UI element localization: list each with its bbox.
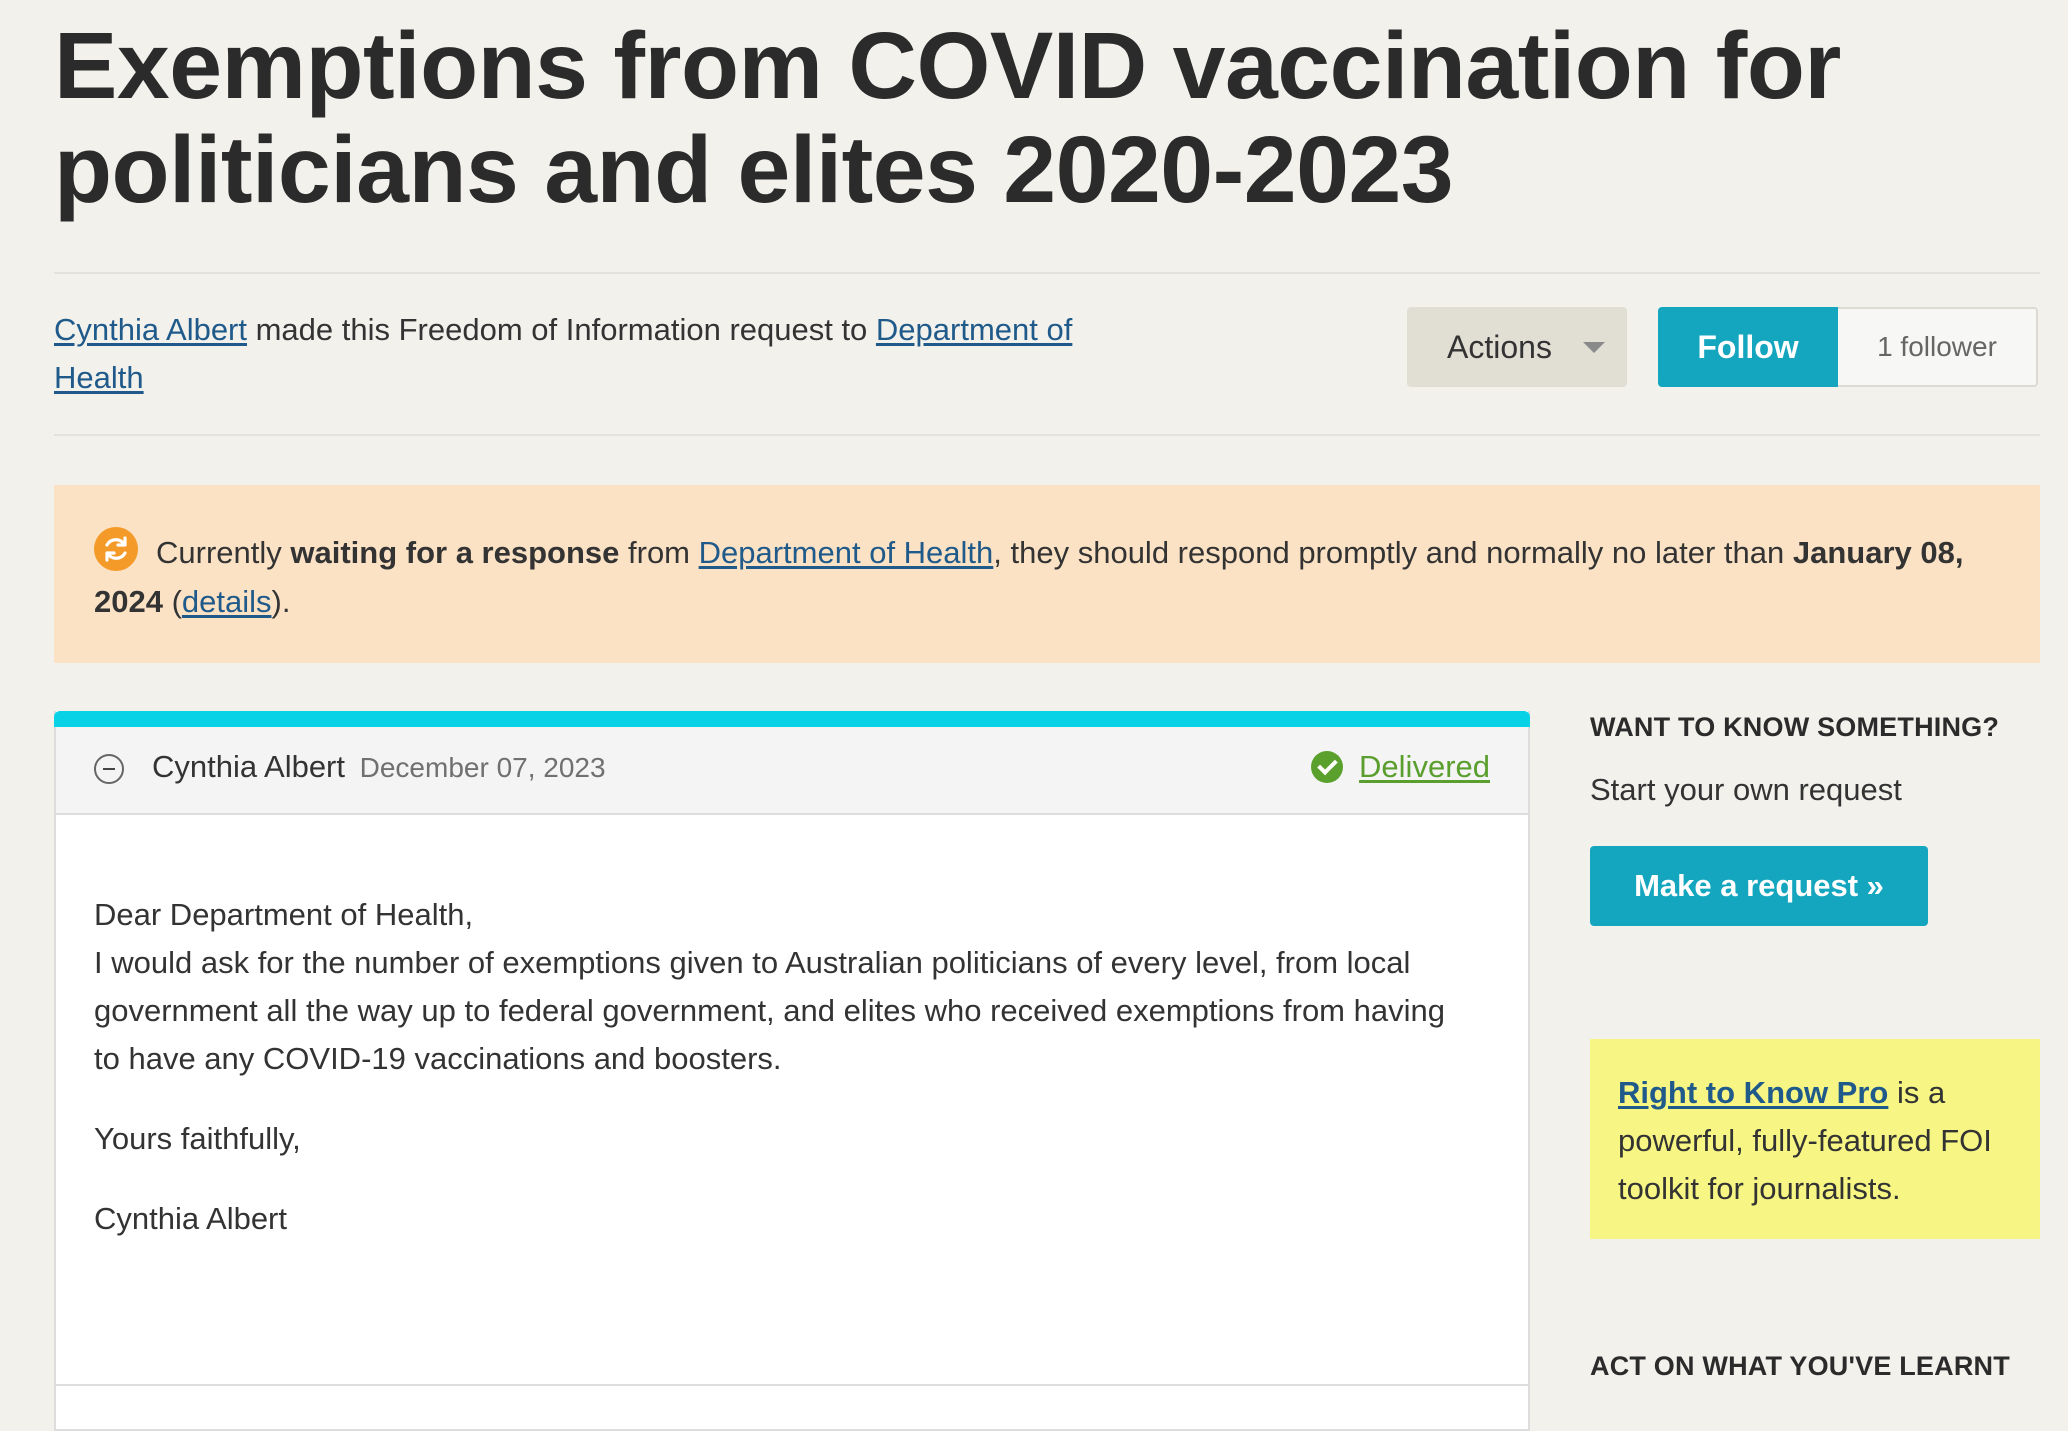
actions-dropdown[interactable]	[1407, 307, 1627, 387]
follower-count: 1 follower	[1838, 307, 2038, 387]
delivered-link[interactable]: Delivered	[1359, 749, 1490, 784]
caret-down-icon	[1583, 342, 1605, 353]
status-middle: , they should respond promptly and normally no later than	[993, 535, 1793, 570]
status-authority-link[interactable]: Department of Health	[698, 535, 994, 570]
requester-link[interactable]: Cynthia Albert	[54, 312, 247, 347]
delivery-status	[1311, 749, 1490, 785]
sidebar-start-text: Start your own request	[1590, 772, 1902, 807]
pro-text: is a powerful, fully-featured FOI toolkit for journalists.	[1618, 1075, 1992, 1206]
divider	[54, 434, 2040, 436]
make-request-button[interactable]: Make a request »	[1590, 846, 1928, 926]
request-meta	[54, 306, 1164, 402]
page-title: Exemptions from COVID vaccination for politicians and elites 2020-2023	[54, 13, 1841, 223]
correspondence-date: December 07, 2023	[359, 752, 606, 783]
correspondence-header	[56, 727, 1528, 815]
message-signoff: Yours faithfully,	[94, 1121, 301, 1156]
status-open-paren: (	[162, 584, 182, 619]
correspondence-body	[56, 815, 1528, 1243]
pro-link[interactable]: Right to Know Pro	[1618, 1075, 1889, 1110]
message-signature: Cynthia Albert	[94, 1201, 287, 1236]
status-details-link[interactable]: details	[181, 584, 272, 619]
refresh-icon	[94, 527, 138, 571]
status-due-date: January 08, 2024	[94, 535, 1964, 619]
status-state: waiting for a response	[290, 535, 620, 570]
correspondence-author-line	[152, 749, 606, 785]
status-banner	[54, 485, 2040, 663]
correspondence-author: Cynthia Albert	[152, 749, 345, 784]
status-close: ).	[271, 584, 291, 619]
sidebar-heading-want-to-know: WANT TO KNOW SOMETHING?	[1590, 712, 2000, 742]
message-salutation: Dear Department of Health,	[94, 897, 474, 932]
follow-button[interactable]: Follow	[1658, 307, 1838, 387]
status-prefix: Currently	[156, 535, 291, 570]
check-circle-icon	[1311, 751, 1343, 783]
divider	[54, 272, 2040, 274]
correspondence-accent-bar	[54, 711, 1530, 727]
message-paragraph	[94, 891, 1468, 1083]
actions-label: Actions	[1447, 328, 1552, 365]
correspondence-item	[54, 711, 1530, 1431]
message-request-text: I would ask for the number of exemptions given to Australian politicians of every level, from local government all the way up to federal government, and elites who received exemptions from having to have any COVID-19 vaccinations and boosters.	[94, 945, 1445, 1076]
status-from: from	[619, 535, 699, 570]
sidebar-heading-act: ACT ON WHAT YOU'VE LEARNT	[1590, 1351, 2010, 1381]
pro-promo-box	[1590, 1039, 2040, 1239]
authority-link[interactable]: Department of Health	[54, 312, 1073, 395]
divider	[56, 1384, 1528, 1386]
request-meta-text: made this Freedom of Information request to	[247, 312, 876, 347]
collapse-icon[interactable]	[94, 754, 124, 784]
